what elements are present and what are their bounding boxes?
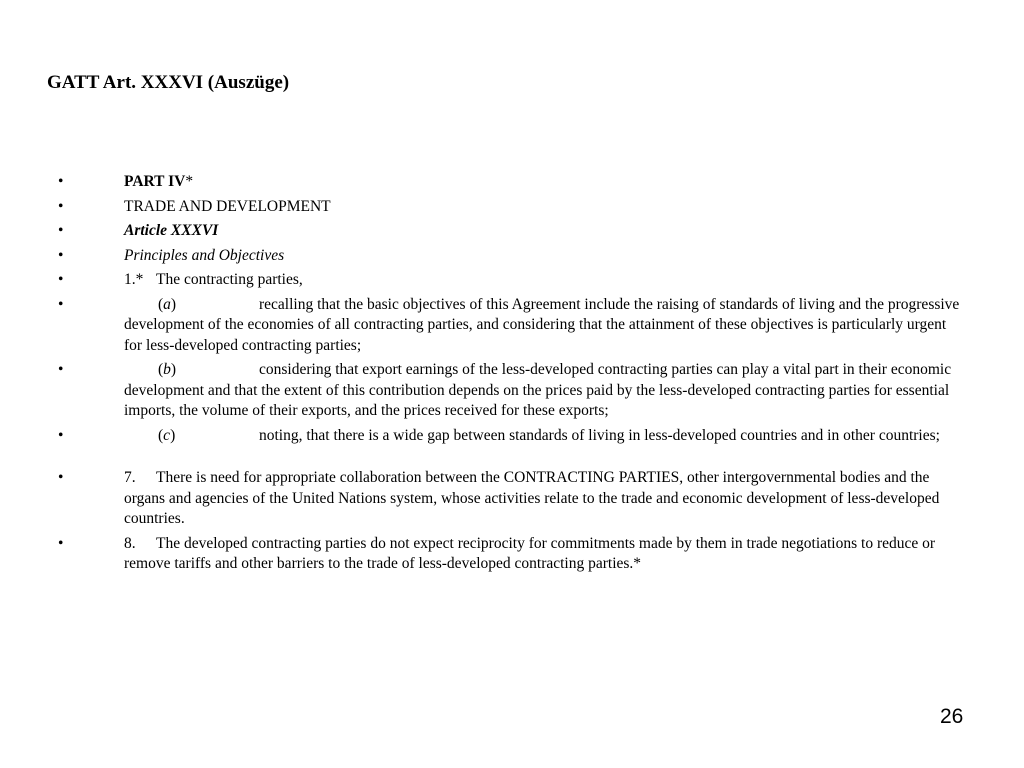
list-item-paragraph-b [0,360,1024,422]
bullet-icon: • [58,295,64,313]
bullet-icon: • [58,426,64,444]
bullet-icon: • [58,246,64,264]
bullet-icon: • [58,361,64,378]
paragraph-8-number: 8. [124,534,136,552]
article-heading: Article XXXVI [124,222,219,239]
paragraph-c-text: noting, that there is a wide gap between standards of living in less-developed countries and in other countries; [259,426,940,444]
paragraph-1-number: 1.* [124,271,144,288]
paragraph-b-open-paren: ( [158,361,164,378]
list-item-paragraph-c [0,426,1024,447]
list-item-paragraph-7 [0,468,1024,530]
paragraph-b-close-paren: ) [170,361,177,378]
paragraph-c-label [124,426,259,447]
paragraph-b-letter: b [163,361,171,378]
paragraph-a-open-paren: ( [158,295,164,313]
list-item-part-heading [0,172,1024,193]
paragraph-a-label [124,295,259,316]
paragraph-c-open-paren: ( [158,426,164,444]
part-footnote-asterisk: * [185,173,194,190]
list-item-paragraph-a [0,295,1024,357]
paragraph-a-close-paren: ) [170,295,177,313]
bullet-icon: • [58,222,64,239]
list-item-article-heading [0,221,1024,242]
page-number: 26 [940,705,964,728]
article-excerpt-list [0,172,1024,579]
paragraph-1-text: The contracting parties, [156,271,303,288]
paragraph-8-text: The developed contracting parties do not expect reciprocity for commitments made by them in trade negotiations to reduce or remove tariffs and other barriers to the trade of less-developed contracting parties.* [124,534,936,572]
paragraph-b-label [124,360,259,381]
slide-title: GATT Art. XXXVI (Auszüge) [47,72,290,93]
paragraph-7-number: 7. [124,469,136,486]
bullet-icon: • [58,197,64,215]
principles-heading: Principles and Objectives [124,246,285,264]
part-heading: PART IV [124,173,186,190]
bullet-icon: • [58,173,64,190]
paragraph-b-text: considering that export earnings of the less-developed contracting parties can play a vital part in their economic development and that the extent of this contribution depends on the prices paid by the less-developed contracting parties for essential imports, the volume of their exports, and the prices received for these exports; [124,361,952,419]
paragraph-a-letter: a [163,295,171,313]
list-item-principles-heading [0,246,1024,267]
list-item-paragraph-1 [0,270,1024,291]
bullet-icon: • [58,534,64,552]
bullet-icon: • [58,271,64,288]
paragraph-c-letter: c [163,426,171,444]
list-item-trade-heading [0,197,1024,218]
paragraph-7-text: There is need for appropriate collaboration between the CONTRACTING PARTIES, other intergovernmental bodies and the organs and agencies of the United Nations system, whose activities relate to the trade and economic development of less-developed countries. [124,469,940,527]
trade-heading: TRADE AND DEVELOPMENT [124,197,331,215]
paragraph-c-close-paren: ) [170,426,176,444]
bullet-icon: • [58,469,64,486]
paragraph-a-text: recalling that the basic objectives of this Agreement include the raising of standards of living and the progressive development of the economies of all contracting parties, and considering that the attainment of these objectives is particularly urgent for less-developed contracting parties; [124,295,960,354]
list-item-paragraph-8 [0,534,1024,575]
